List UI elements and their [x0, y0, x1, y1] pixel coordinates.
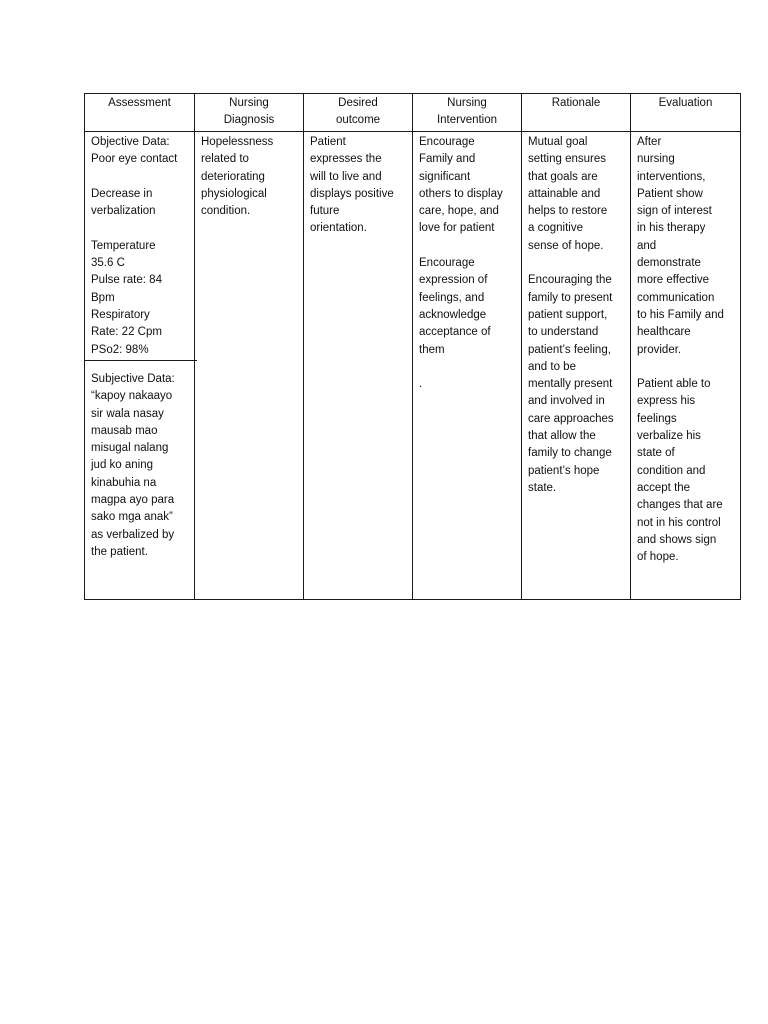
header-evaluation-label: Evaluation	[658, 97, 713, 109]
header-desired-outcome	[304, 94, 413, 132]
objective-data: Objective Data: Poor eye contact Decrease in verbalization Temperature 35.6 C Pulse rate: 84 Bpm Respiratory Rate: 22 Cpm PSo2: 98%	[91, 136, 178, 356]
nursing-diagnosis-text: Hopelessness related to deteriorating physiological condition.	[201, 136, 274, 218]
assessment-cell	[85, 132, 195, 600]
header-nursing-diagnosis-label: Nursing Diagnosis	[223, 97, 275, 126]
evaluation-cell	[631, 132, 741, 600]
header-assessment	[85, 94, 195, 132]
nursing-intervention-cell	[413, 132, 522, 600]
subjective-data: Subjective Data: “kapoy nakaayo sir wala nasay mausab mao misugal nalang jud ko aning kinabuhia na magpa ayo para sako mga anak” as verbalized by the patient.	[91, 373, 175, 558]
desired-outcome-text: Patient expresses the will to live and displays positive future orientation.	[310, 136, 394, 235]
rationale-cell	[522, 132, 631, 600]
evaluation-text: After nursing interventions, Patient show sign of interest in his therapy and demonstrate more effective communication to his Family and healthcare provider. Patient able to express his feelings verbalize his state of condition and accept the changes that are not in his control and shows sign of hope.	[637, 136, 724, 564]
header-desired-outcome-label: Desired outcome	[335, 97, 381, 126]
header-assessment-label: Assessment	[108, 97, 171, 109]
header-nursing-intervention	[413, 94, 522, 132]
nursing-diagnosis-cell	[195, 132, 304, 600]
header-rationale	[522, 94, 631, 132]
header-nursing-diagnosis	[195, 94, 304, 132]
header-evaluation	[631, 94, 741, 132]
header-row	[85, 94, 741, 132]
header-rationale-label: Rationale	[551, 97, 601, 109]
rationale-text: Mutual goal setting ensures that goals are attainable and helps to restore a cognitive sense of hope. Encouraging the family to present patient support, to understand patient’s feeling, and to be mentally present and involved in care approaches that allow the family to change patient’s hope state.	[528, 136, 614, 494]
care-plan-row	[85, 132, 741, 600]
header-nursing-intervention-label: Nursing Intervention	[436, 97, 498, 126]
nursing-intervention-text: Encourage Family and significant others to display care, hope, and love for patient Encourage expression of feelings, and acknowledge acceptance of them .	[419, 136, 503, 391]
nursing-care-plan-table	[84, 93, 741, 600]
desired-outcome-cell	[304, 132, 413, 600]
